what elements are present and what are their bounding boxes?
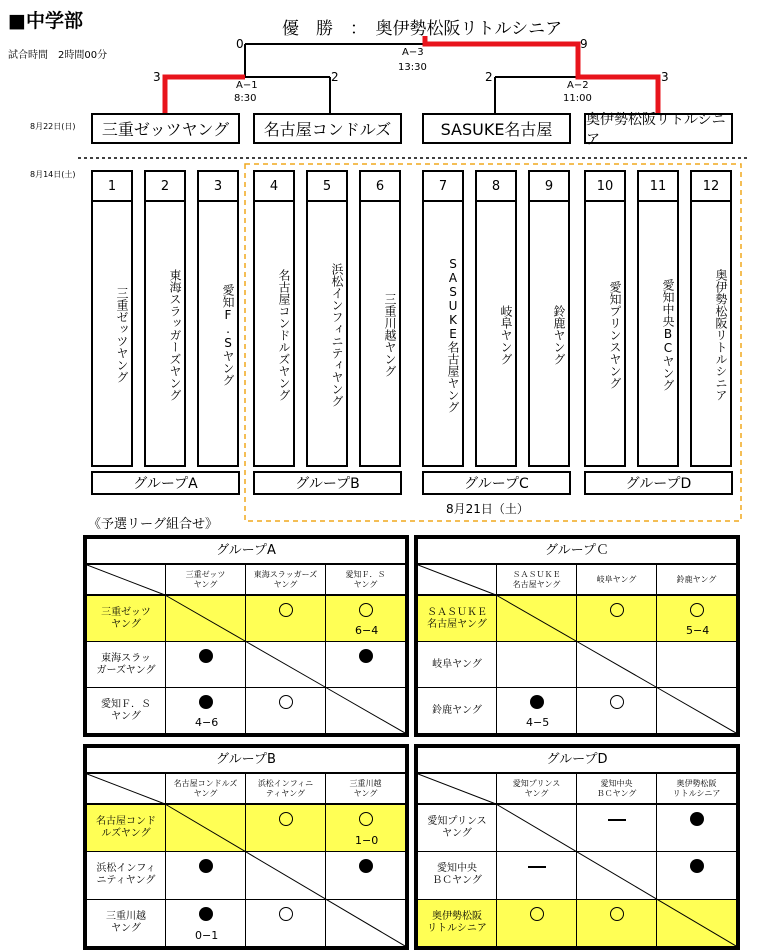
table-title: グループB [87,748,405,774]
result-cell [325,804,405,851]
match-score: 4−6 [195,716,219,729]
table-title: グループD [418,748,736,774]
row-header: ＳＡＳＵＫＥ 名古屋ヤング [418,595,496,641]
team-column [637,170,679,467]
team-column [197,170,239,467]
team-column [422,170,464,467]
table-title: グループＣ [418,539,736,565]
row-header: 三重ゼッツ ヤング [87,595,165,641]
column-header: 三重川越 ヤング [325,774,405,804]
team-number: 11 [639,172,677,202]
match-score: 5−4 [686,624,710,637]
finalist-box: 奥伊勢松阪リトルシニア [584,113,733,144]
result-cell [576,899,656,946]
result-cell [576,641,656,687]
result-cell [656,687,736,733]
final-code: A−3 [402,47,424,58]
loss-dot-icon [199,649,213,663]
team-name: 奥伊勢松阪リトルシニア [714,268,728,401]
result-cell [165,687,245,733]
column-header: 三重ゼッツ ヤング [165,565,245,595]
result-cell [245,595,325,641]
win-circle-icon [690,603,704,617]
column-header: 岐阜ヤング [576,565,656,595]
draw-dash-icon [528,866,546,868]
win-circle-icon [279,695,293,709]
prelim-date: 8月14日(土) [30,170,76,179]
column-header: ＳＡＳＵＫＥ 名古屋ヤング [496,565,576,595]
result-cell [165,804,245,851]
game-time: 試合時間 2時間00分 [8,50,108,61]
match-score: 4−5 [526,716,550,729]
result-cell [576,687,656,733]
dashed-area-date: 8月21日（土） [446,502,529,516]
result-cell [165,851,245,898]
result-cell [496,641,576,687]
group-label: グループA [91,471,240,495]
result-cell [496,595,576,641]
team-name: 東海スラッガーズヤング [168,268,182,401]
win-circle-icon [610,695,624,709]
row-header: 名古屋コンド ルズヤング [87,804,165,851]
team-name: 愛知F.Sヤング [221,283,235,386]
win-circle-icon [610,603,624,617]
final-right-score: 9 [580,37,588,51]
team-column [475,170,517,467]
loss-dot-icon [199,907,213,921]
team-name: 三重川越ヤング [383,292,397,377]
final-time: 13:30 [398,62,427,73]
corner-cell [87,774,165,804]
group-label: グループC [422,471,571,495]
league-title: 《予選リーグ組合せ》 [88,517,219,532]
result-cell [325,899,405,946]
win-circle-icon [610,907,624,921]
team-number: 7 [424,172,462,202]
result-cell [656,851,736,898]
row-header: 愛知Ｆ．Ｓ ヤング [87,687,165,733]
league-table [414,535,740,737]
team-column [528,170,570,467]
row-header: 奥伊勢松阪 リトルシニア [418,899,496,946]
win-circle-icon [359,812,373,826]
row-header: 愛知プリンス ヤング [418,804,496,851]
win-circle-icon [530,907,544,921]
row-header: 東海スラッ ガーズヤング [87,641,165,687]
team-name: SASUKE名古屋ヤング [446,256,460,413]
team-column [359,170,401,467]
result-cell [496,687,576,733]
finalist-box: 名古屋コンドルズ [253,113,402,144]
column-header: 名古屋コンドルズ ヤング [165,774,245,804]
match-score: 1−0 [355,834,379,848]
result-cell [576,851,656,898]
match-score: 6−4 [355,624,379,637]
column-header: 浜松インフィニ ティヤング [245,774,325,804]
semi-left-score-right: 2 [331,70,339,84]
win-circle-icon [279,907,293,921]
semi-right-score-right: 3 [661,70,669,84]
row-header: 鈴鹿ヤング [418,687,496,733]
column-header: 鈴鹿ヤング [656,565,736,595]
result-cell [496,804,576,851]
result-cell [656,899,736,946]
loss-dot-icon [359,649,373,663]
result-cell [656,595,736,641]
result-cell [576,595,656,641]
result-cell [656,641,736,687]
team-name: 愛知プリンスヤング [608,280,622,389]
win-circle-icon [279,812,293,826]
result-cell [245,899,325,946]
team-number: 10 [586,172,624,202]
team-column [253,170,295,467]
team-column [584,170,626,467]
semi-left-code: A−1 [236,80,258,91]
team-number: 1 [93,172,131,202]
corner-cell [418,774,496,804]
result-cell [245,851,325,898]
table-title: グループA [87,539,405,565]
final-left-score: 0 [236,37,244,51]
team-number: 2 [146,172,184,202]
loss-dot-icon [690,812,704,826]
loss-dot-icon [199,695,213,709]
loss-dot-icon [690,859,704,873]
section-title: ■中学部 [8,10,83,32]
result-cell [325,641,405,687]
team-number: 12 [692,172,730,202]
team-number: 6 [361,172,399,202]
result-cell [496,899,576,946]
champion-title: 優 勝 ： 奥伊勢松阪リトルシニア [282,19,563,39]
team-column [144,170,186,467]
league-table [414,744,740,950]
semi-right-score-left: 2 [485,70,493,84]
match-score: 0−1 [195,928,219,942]
result-cell [325,687,405,733]
loss-dot-icon [359,859,373,873]
team-column [306,170,348,467]
league-table [83,744,409,950]
column-header: 愛知プリンス ヤング [496,774,576,804]
draw-dash-icon [608,819,626,821]
group-label: グループB [253,471,402,495]
team-name: 鈴鹿ヤング [552,304,566,365]
finalist-box: 三重ゼッツヤング [91,113,240,144]
league-table [83,535,409,737]
team-name: 三重ゼッツヤング [115,286,129,383]
loss-dot-icon [530,695,544,709]
semi-right-code: A−2 [567,80,589,91]
team-name: 愛知中央BCヤング [661,278,675,391]
row-header: 岐阜ヤング [418,641,496,687]
result-cell [245,687,325,733]
result-cell [656,804,736,851]
result-cell [165,595,245,641]
result-cell [245,804,325,851]
team-number: 3 [199,172,237,202]
row-header: 三重川越 ヤング [87,899,165,946]
loss-dot-icon [199,859,213,873]
win-circle-icon [279,603,293,617]
semi-left-time: 8:30 [234,93,257,104]
column-header: 東海スラッガーズ ヤング [245,565,325,595]
team-name: 岐阜ヤング [499,304,513,365]
result-cell [165,641,245,687]
result-cell [496,851,576,898]
team-number: 4 [255,172,293,202]
team-column [91,170,133,467]
column-header: 愛知Ｆ．Ｓ ヤング [325,565,405,595]
result-cell [325,595,405,641]
result-cell [576,804,656,851]
team-number: 5 [308,172,346,202]
team-column [690,170,732,467]
finalist-box: SASUKE名古屋 [422,113,571,144]
result-cell [165,899,245,946]
row-header: 浜松インフィ ニティヤング [87,851,165,898]
win-circle-icon [359,603,373,617]
final-date: 8月22日(日) [30,122,76,131]
team-name: 名古屋コンドルズヤング [277,268,291,401]
team-number: 9 [530,172,568,202]
corner-cell [418,565,496,595]
team-number: 8 [477,172,515,202]
group-label: グループD [584,471,733,495]
column-header: 奥伊勢松阪 リトルシニア [656,774,736,804]
semi-right-time: 11:00 [563,93,592,104]
team-name: 浜松インフィニティヤング [330,262,344,407]
column-header: 愛知中央 ＢＣヤング [576,774,656,804]
semi-left-score-left: 3 [153,70,161,84]
row-header: 愛知中央 ＢＣヤング [418,851,496,898]
result-cell [245,641,325,687]
result-cell [325,851,405,898]
corner-cell [87,565,165,595]
